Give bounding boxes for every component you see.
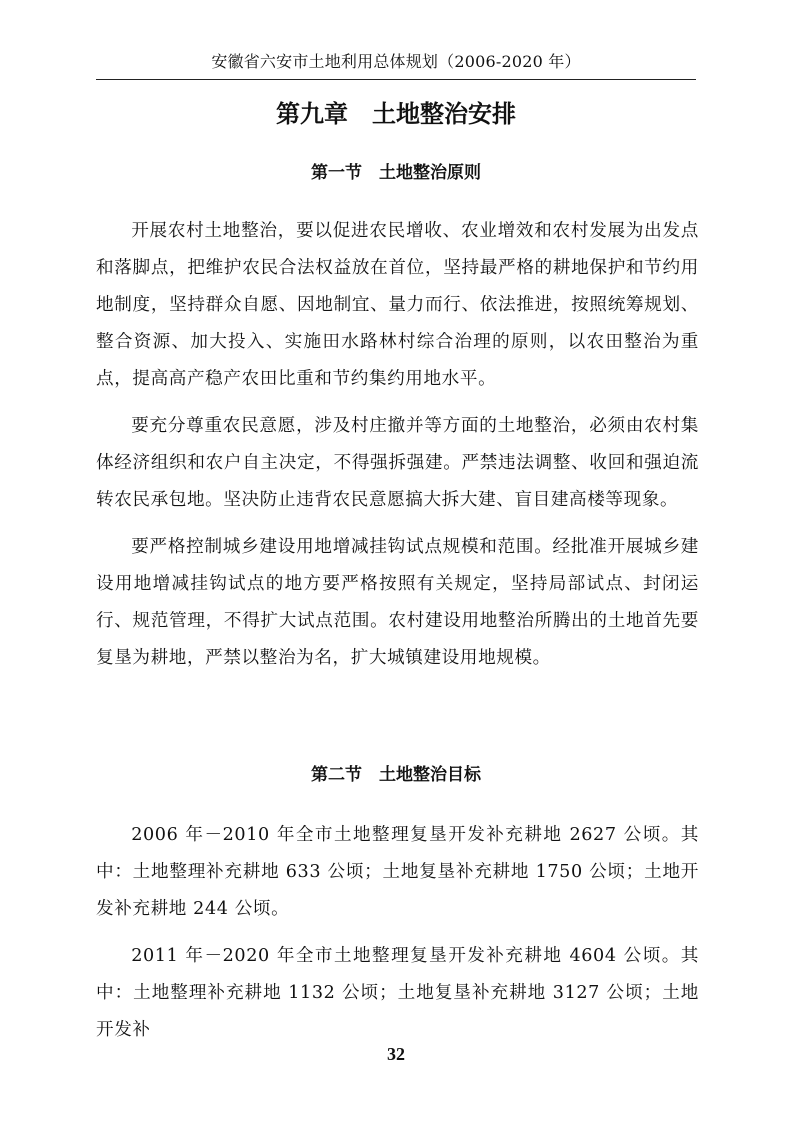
paragraph: 开展农村土地整治，要以促进农民增收、农业增效和农村发展为出发点和落脚点，把维护农民合法权益放在首位，坚持最严格的耕地保护和节约用地制度，坚持群众自愿、因地制宜、量力而行、依法推进，按照统筹规划、整合资源、加大投入、实施田水路林村综合治理的原则，以农田整治为重点，提高高产稳产农田比重和节约集约用地水平。 bbox=[96, 221, 699, 389]
section-title-targets: 第二节 土地整治目标 bbox=[311, 765, 481, 785]
header-rule bbox=[96, 79, 696, 80]
page-number: 32 bbox=[387, 1044, 405, 1064]
paragraph: 要严格控制城乡建设用地增减挂钩试点规模和范围。经批准开展城乡建设用地增减挂钩试点的地方要严格按照有关规定，坚持局部试点、封闭运行、规范管理，不得扩大试点范围。农村建设用地整治所腾出的土地首先要复垦为耕地，严禁以整治为名，扩大城镇建设用地规模。 bbox=[96, 537, 699, 668]
running-header: 安徽省六安市土地利用总体规划（2006-2020 年） bbox=[211, 52, 581, 71]
paragraph: 2006 年－2010 年全市土地整理复垦开发补充耕地 2627 公顷。其中：土地整理补充耕地 633 公顷；土地复垦补充耕地 1750 公顷；土地开发补充耕地 244 公顷。 bbox=[96, 825, 699, 919]
section-body-principles bbox=[96, 213, 699, 687]
chapter-title: 第九章 土地整治安排 bbox=[276, 100, 516, 128]
paragraph: 2011 年－2020 年全市土地整理复垦开发补充耕地 4604 公顷。其中：土地整理补充耕地 1132 公顷；土地复垦补充耕地 3127 公顷；土地开发补 bbox=[96, 946, 699, 1040]
section-body-targets bbox=[96, 817, 699, 1059]
section-title-principles: 第一节 土地整治原则 bbox=[311, 163, 481, 183]
paragraph: 要充分尊重农民意愿，涉及村庄撤并等方面的土地整治，必须由农村集体经济组织和农户自主决定，不得强拆强建。严禁违法调整、收回和强迫流转农民承包地。坚决防止违背农民意愿搞大拆大建、盲目建高楼等现象。 bbox=[96, 416, 699, 510]
